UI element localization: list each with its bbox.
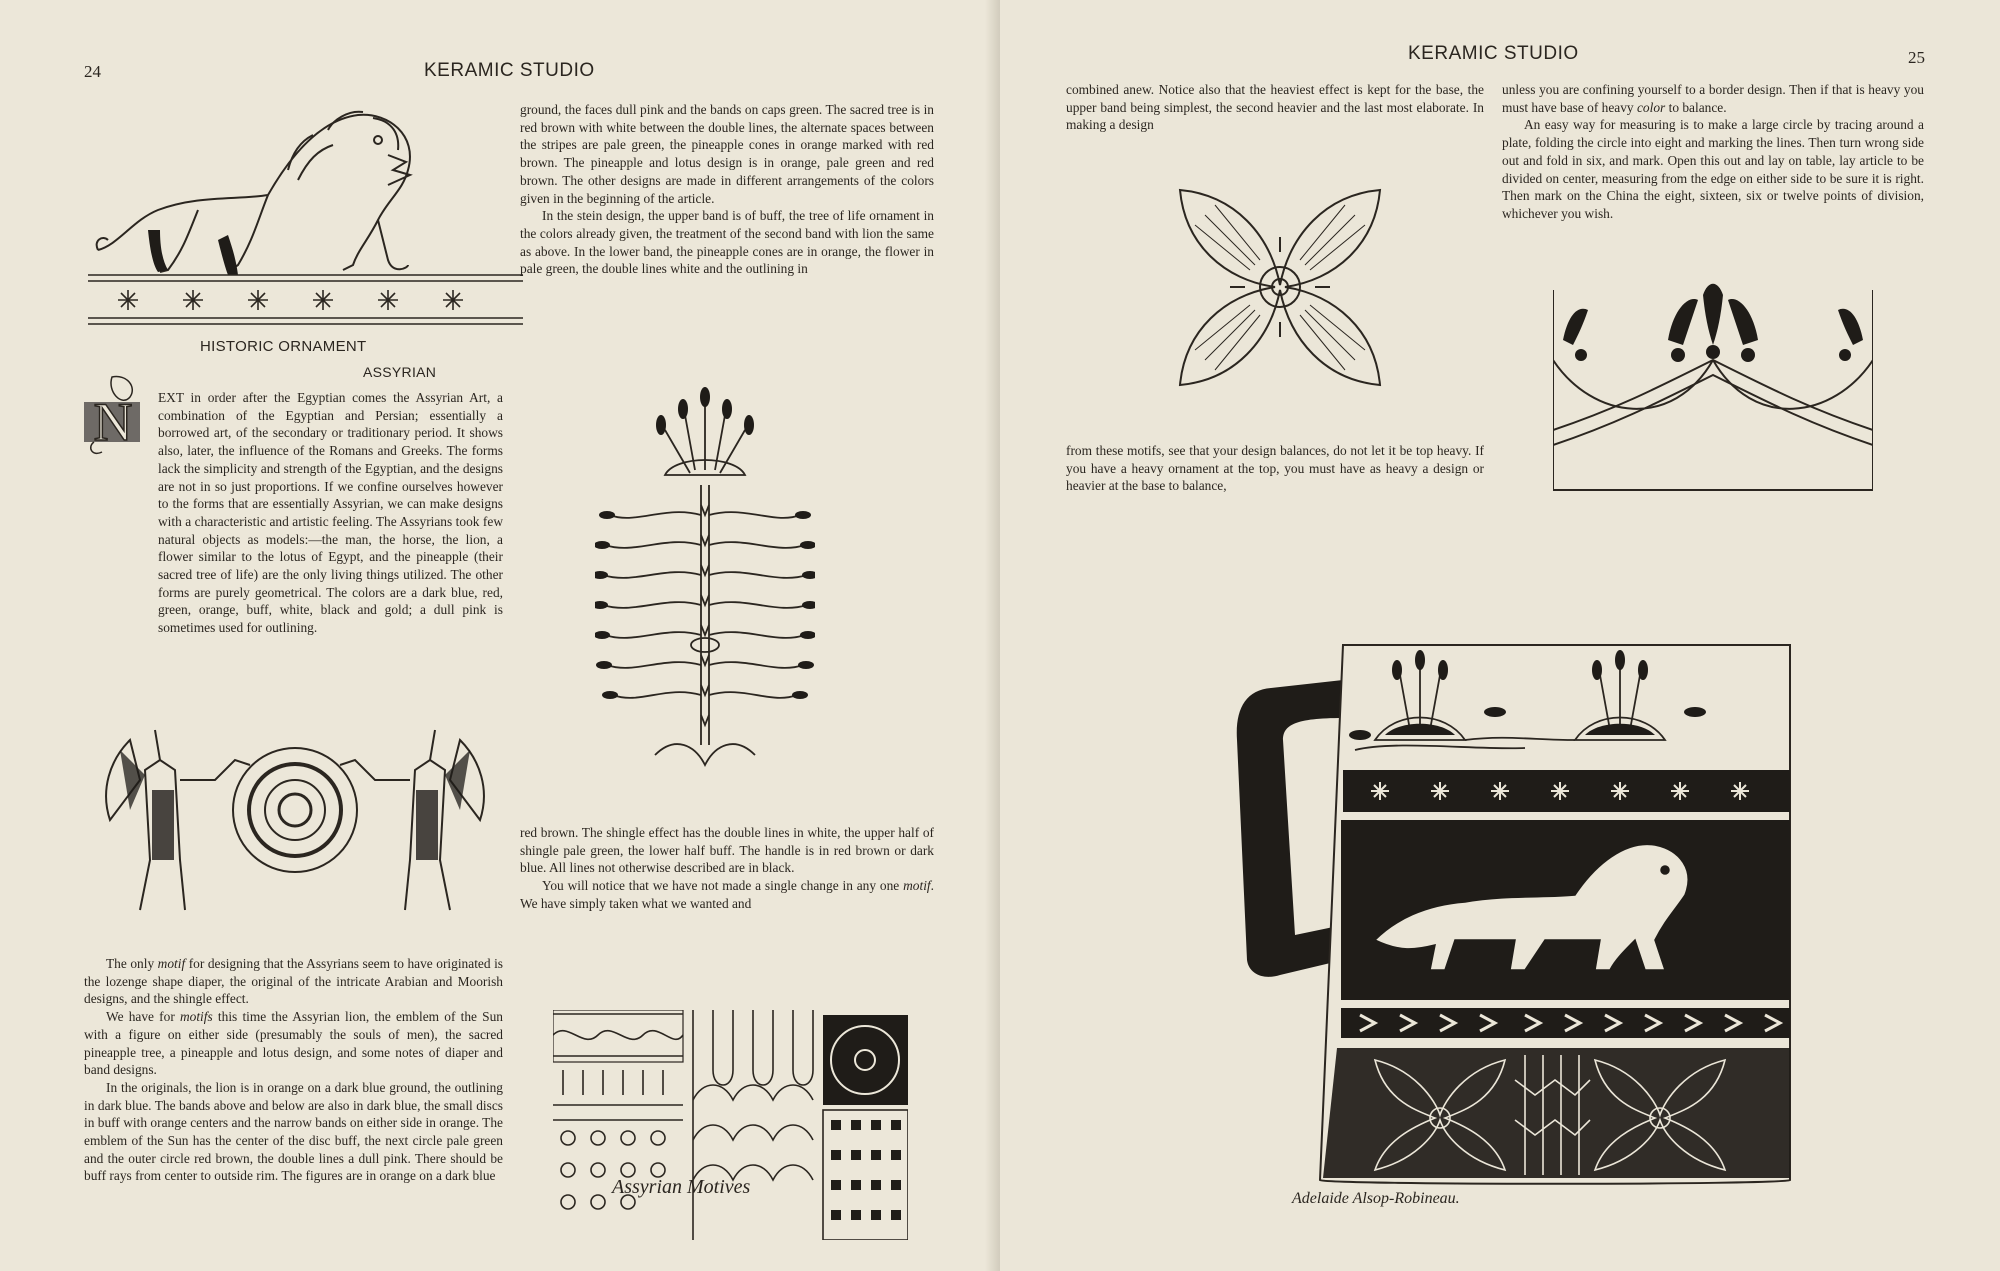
notice-paragraph: [520, 877, 934, 912]
motives-caption: Assyrian Motives: [612, 1176, 751, 1198]
text-run: You will notice that we have not made a single change in any one: [542, 878, 904, 894]
measuring-paragraph: An easy way for measuring is to make a large circle by tracing around a plate, folding the circle into eight and marking the lines. Then turn wrong side out and fold in six, and mark. Open this out and lay on table, lay article to be divided on center, measuring from the edge on either side to be sure it is right. Then mark on the China the eight, sixteen, six or twelve points of division, whichever you wish.: [1502, 117, 1924, 221]
article-heading: HISTORIC ORNAMENT: [200, 338, 367, 355]
signature: Adelaide Alsop-Robineau.: [1292, 1190, 1460, 1207]
stein-illustration: [1225, 640, 1795, 1190]
sun-emblem-illustration: [100, 720, 490, 920]
text-emphasis: motif: [903, 878, 931, 894]
text-emphasis: color: [1636, 99, 1666, 115]
right-col1-lower: [1066, 442, 1484, 495]
initial-letter: N: [93, 392, 133, 452]
intro-paragraph: EXT in order after the Egyptian comes the Assyrian Art, a combination of the Egyptian and Persian; essentially a borrowed art, of the secondary or traditionary period. It shows also, later, the influence of the Romans and Greeks. The forms lack the simplicity and strength of the Egyptian, and the designs are not in so just proportions. If we confine ourselves however to the forms that are essentially Assyrian, we can make designs with a characteristic and artistic feeling. The Assyrians took few natural objects as models:—the man, the horse, the lion, a flower similar to the lotus of Egypt, and the pineapple (their sacred tree of life) are the only living things utilized. The other forms are purely geometrical. The colors are a dark blue, red, green, orange, buff, white, black and gold; a dull pink is sometimes used for outlining.: [158, 390, 503, 636]
border-paragraph: [1502, 81, 1924, 116]
left-col2-upper: [520, 101, 934, 278]
sacred-tree-illustration: [595, 385, 815, 775]
running-head-left: KERAMIC STUDIO: [424, 60, 595, 81]
motif-paragraph: [84, 955, 503, 1008]
left-col1-lower: [84, 955, 503, 1185]
right-col2: [1502, 81, 1924, 223]
combined-paragraph: combined anew. Notice also that the heaviest effect is kept for the base, the upper band being simplest, the second heavier and the last most elaborate. In making a design: [1066, 82, 1484, 133]
text-run: We have for: [106, 1009, 180, 1025]
text-run: . We have simply taken what we wanted and: [520, 878, 934, 911]
text-run: unless you are confining yourself to a border design. Then if that is heavy you must have base of heavy: [1502, 82, 1924, 115]
right-page: [1000, 0, 2000, 1271]
left-col1-intro: [84, 389, 503, 637]
shingle-paragraph: red brown. The shingle effect has the double lines in white, the upper half of shingle pale green, the lower half buff. The handle is in red brown or dark blue. All lines not otherwise described are in black.: [520, 825, 934, 876]
page-number-left: 24: [84, 62, 101, 81]
lotus-square-illustration: [1175, 185, 1385, 390]
originals-paragraph: In the originals, the lion is in orange on a dark blue ground, the outlining in dark blue. The bands above and below are also in dark blue, the small discs in buff with orange centers and the narrow bands on either side in orange. The emblem of the Sun has the center of the disc buff, the next circle pale green and the outer circle red brown, the double lines a dull pink. There should be buff rays from center to outside rim. The figures are in orange on a dark blue: [84, 1079, 503, 1184]
right-col1-upper: [1066, 81, 1484, 134]
pineapple-lotus-border-illustration: [1553, 280, 1873, 495]
text-run: this time the Assyrian lion, the emblem of the Sun with a figure on either side (presumably the souls of men), the sacred pineapple tree, a pineapple and lotus design, and some notes of diaper and band designs.: [84, 1009, 503, 1078]
text-run: for designing that the Assyrians seem to have originated is the lozenge shape diaper, the original of the intricate Arabian and Moorish designs, and the shingle effect.: [84, 956, 504, 1007]
motifs-paragraph: [84, 1008, 503, 1079]
assyrian-motives-illustration: [553, 1010, 908, 1240]
article-subheading: ASSYRIAN: [363, 364, 437, 380]
page-number-right: 25: [1908, 48, 1925, 67]
text-emphasis: motifs: [179, 1009, 213, 1025]
running-head-right: KERAMIC STUDIO: [1408, 43, 1579, 64]
colors-paragraph: ground, the faces dull pink and the bands on caps green. The sacred tree is in red brown with white between the double lines, the alternate spaces between the stripes are pale green, the pineapple cones in orange marked with red brown. The pineapple and lotus design is in orange, pale green and red brown. The other designs are made in different arrangements of the colors given in the beginning of the article.: [520, 102, 934, 206]
text-emphasis: motif: [157, 956, 186, 971]
text-run: The only: [106, 956, 158, 971]
left-col2-lower: [520, 824, 934, 913]
balance-paragraph: from these motifs, see that your design balances, do not let it be top heavy. If you have a heavy ornament at the top, you must have as heavy a design or heavier at the base to balance,: [1066, 443, 1484, 494]
lion-frieze-illustration: [88, 100, 523, 330]
text-run: to balance.: [1665, 99, 1727, 115]
stein-paragraph: In the stein design, the upper band is of buff, the tree of life ornament in the colors already given, the treatment of the second band with lion the same as above. In the lower band, the pineapple cones are in orange, the flower in pale green, the double lines white and the outlining in: [520, 208, 934, 277]
